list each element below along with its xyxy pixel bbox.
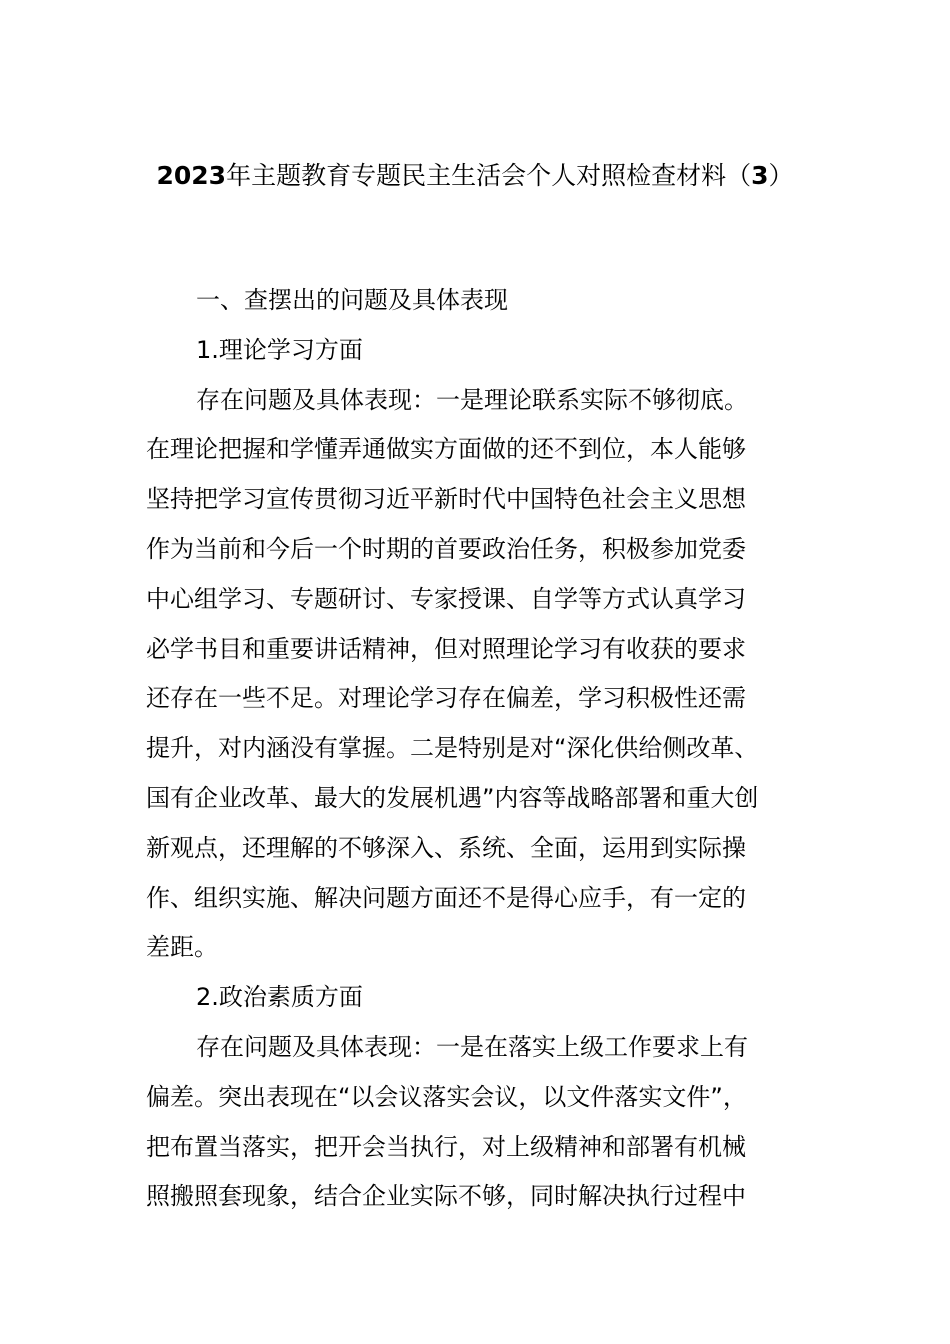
paragraph-line: 差距。 bbox=[146, 933, 218, 962]
paragraph-line: 提升，对内涵没有掌握。二是特别是对“深化供给侧改革、 bbox=[146, 734, 759, 763]
title-year: 2023 bbox=[156, 161, 227, 190]
paragraph-line: 还存在一些不足。对理论学习存在偏差，学习积极性还需 bbox=[146, 684, 746, 713]
paragraph-line: 把布置当落实，把开会当执行，对上级精神和部署有机械 bbox=[146, 1132, 746, 1161]
title-number: 3 bbox=[751, 161, 769, 190]
paragraph-line: 中心组学习、专题研讨、专家授课、自学等方式认真学习 bbox=[146, 584, 746, 613]
paragraph-line: 必学书目和重要讲话精神，但对照理论学习有收获的要求 bbox=[146, 634, 746, 663]
paragraph-line: 照搬照套现象，结合企业实际不够，同时解决执行过程中 bbox=[146, 1182, 746, 1211]
subsection-heading: 1.理论学习方面 bbox=[196, 335, 363, 364]
paragraph-line: 坚持把学习宣传贯彻习近平新时代中国特色社会主义思想 bbox=[146, 485, 746, 514]
document-body bbox=[146, 276, 806, 1222]
paragraph-line: 作为当前和今后一个时期的首要政治任务，积极参加党委 bbox=[146, 534, 746, 563]
paragraph-line: 存在问题及具体表现：一是在落实上级工作要求上有 bbox=[196, 1032, 748, 1061]
paragraph-line: 国有企业改革、最大的发展机遇”内容等战略部署和重大创 bbox=[146, 783, 759, 812]
section-heading: 一、查摆出的问题及具体表现 bbox=[196, 286, 508, 314]
subsection-heading: 2.政治素质方面 bbox=[196, 983, 363, 1012]
document-title bbox=[0, 158, 950, 194]
paragraph-line: 存在问题及具体表现：一是理论联系实际不够彻底。 bbox=[196, 385, 748, 414]
paragraph-line: 在理论把握和学懂弄通做实方面做的还不到位，本人能够 bbox=[146, 435, 746, 464]
title-close: ） bbox=[768, 161, 794, 190]
paragraph-line: 新观点，还理解的不够深入、系统、全面，运用到实际操 bbox=[146, 833, 746, 862]
paragraph-line: 作、组织实施、解决问题方面还不是得心应手，有一定的 bbox=[146, 883, 746, 912]
paragraph-line: 偏差。突出表现在“以会议落实会议，以文件落实文件”， bbox=[146, 1082, 747, 1111]
title-main: 年主题教育专题民主生活会个人对照检查材料（ bbox=[226, 161, 752, 190]
